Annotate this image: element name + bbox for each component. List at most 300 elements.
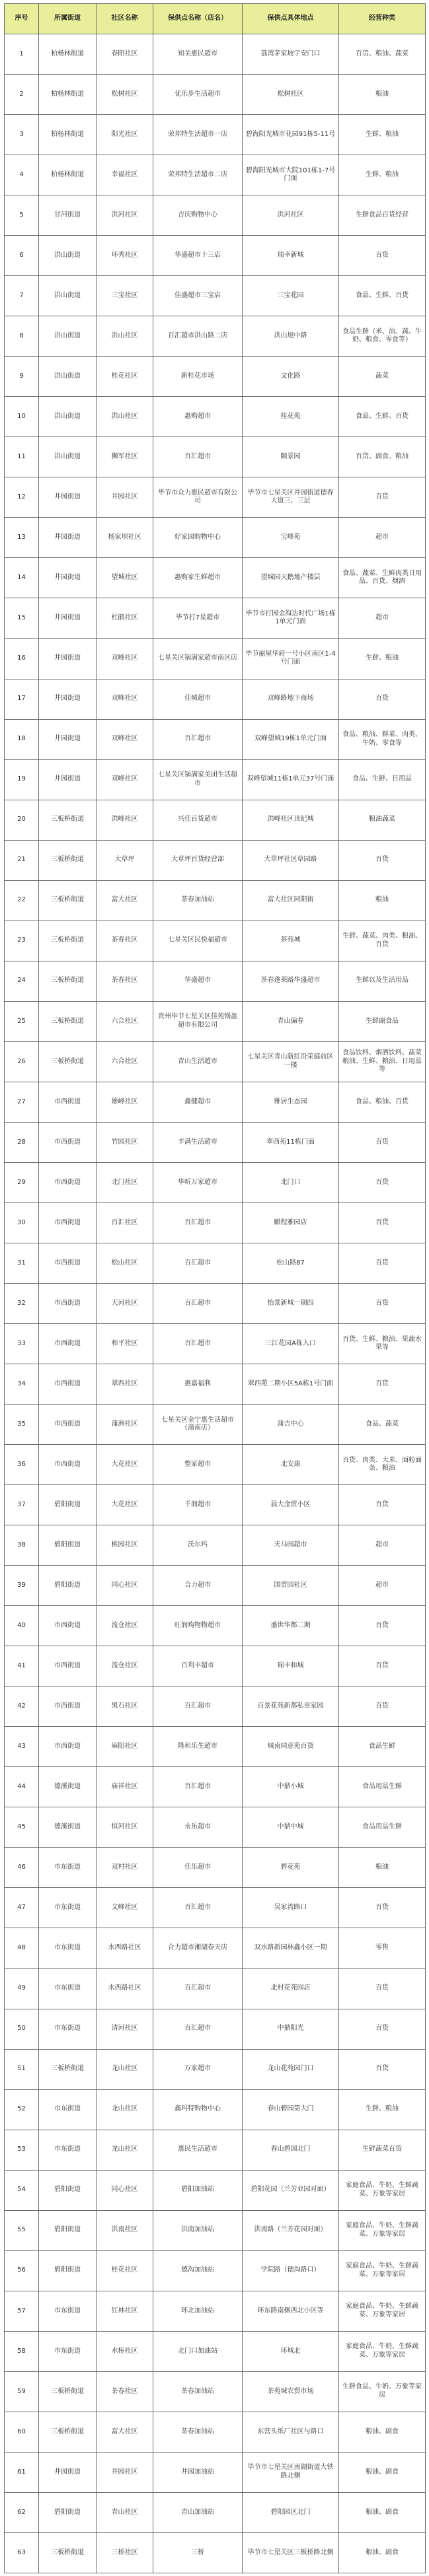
- cell-category: 生鲜、粮油: [339, 155, 426, 195]
- table-row: [5, 2089, 426, 2130]
- cell-category: 百货、肉类、大米、面粉面条、粮油: [339, 1445, 426, 1485]
- cell-street: 市东街道: [39, 1848, 97, 1888]
- table-row: [5, 880, 426, 921]
- cell-community: 洪山社区: [97, 316, 153, 357]
- cell-location: 荔湾茅家坡宇安门口: [243, 34, 339, 75]
- cell-index: 8: [5, 316, 39, 357]
- cell-store-name: 荣邦特生活超市一店: [153, 115, 243, 155]
- table-row: [5, 921, 426, 961]
- cell-street: 柏杨林街道: [39, 115, 97, 155]
- cell-street: 市西街道: [39, 1727, 97, 1767]
- cell-community: 青山社区: [97, 2492, 153, 2532]
- cell-location: 茶春蓬莱路华盛超市: [243, 961, 339, 1001]
- cell-store-name: 佳城超市: [153, 679, 243, 719]
- cell-street: 洪山街道: [39, 276, 97, 316]
- cell-community: 和平社区: [97, 1324, 153, 1364]
- cell-store-name: 德沟加油站: [153, 2250, 243, 2291]
- table-row: [5, 1727, 426, 1767]
- cell-street: 碧阳街道: [39, 1566, 97, 1606]
- cell-street: 三板桥街道: [39, 1041, 97, 1082]
- cell-category: 生鲜副食品: [339, 1001, 426, 1041]
- cell-category: 百货: [339, 1888, 426, 1928]
- cell-location: 北安康: [243, 1445, 339, 1485]
- table-row: [5, 2412, 426, 2452]
- cell-category: 食品、蔬菜、生鲜肉类日用品、百货、烟酒: [339, 558, 426, 598]
- cell-street: 三板桥街道: [39, 961, 97, 1001]
- table-row: [5, 75, 426, 115]
- cell-location: 松树社区: [243, 75, 339, 115]
- table-row: [5, 1968, 426, 2009]
- cell-index: 7: [5, 276, 39, 316]
- cell-index: 24: [5, 961, 39, 1001]
- cell-store-name: 百汇超市: [153, 2009, 243, 2049]
- cell-street: 井园街道: [39, 639, 97, 679]
- cell-community: 松树社区: [97, 75, 153, 115]
- cell-category: 百货: [339, 477, 426, 518]
- cell-store-name: 惠购家生鲜超市: [153, 558, 243, 598]
- cell-street: 市西街道: [39, 1243, 97, 1283]
- cell-community: 文峰社区: [97, 1888, 153, 1928]
- cell-street: 市西街道: [39, 1283, 97, 1323]
- cell-store-name: 青山加油站: [153, 2492, 243, 2532]
- cell-store-name: 百汇超市: [153, 1767, 243, 1807]
- cell-index: 25: [5, 1001, 39, 1041]
- table-row: [5, 437, 426, 477]
- cell-street: 市东街道: [39, 2009, 97, 2049]
- cell-index: 45: [5, 1807, 39, 1848]
- cell-index: 12: [5, 477, 39, 518]
- cell-store-name: 百汇超市: [153, 1202, 243, 1243]
- cell-store-name: 七星关区金宁惠生活超市（蒲南店）: [153, 1405, 243, 1445]
- cell-location: 环城北: [243, 2331, 339, 2371]
- cell-category: 百货: [339, 1202, 426, 1243]
- cell-location: 春山碧园第大门: [243, 2089, 339, 2130]
- table-row: [5, 397, 426, 437]
- cell-location: 翠西苑二期小区5A栋1号门面: [243, 1364, 339, 1405]
- cell-community: 洪河社区: [97, 195, 153, 236]
- cell-location: 蒲吉中心: [243, 1405, 339, 1445]
- cell-community: 龙山社区: [97, 2049, 153, 2089]
- cell-location: 富大社区同阳街: [243, 880, 339, 921]
- table-row: [5, 558, 426, 598]
- cell-street: 市西街道: [39, 1082, 97, 1122]
- cell-store-name: 茶春加油站: [153, 880, 243, 921]
- cell-store-name: 永乐超市: [153, 1807, 243, 1848]
- table-row: [5, 1566, 426, 1606]
- cell-category: 百货: [339, 1283, 426, 1323]
- cell-category: 家庭食品、牛奶、生鲜蔬菜、万象等家居: [339, 2250, 426, 2291]
- cell-index: 39: [5, 1566, 39, 1606]
- cell-category: 粮油: [339, 1848, 426, 1888]
- table-row: [5, 1162, 426, 1202]
- cell-community: 同心社区: [97, 2170, 153, 2210]
- table-row: [5, 1687, 426, 1727]
- cell-index: 44: [5, 1767, 39, 1807]
- cell-store-name: 合力超市: [153, 1566, 243, 1606]
- cell-community: 杜鹃社区: [97, 598, 153, 639]
- cell-category: 百货: [339, 2009, 426, 2049]
- cell-store-name: 新桂花市场: [153, 357, 243, 397]
- table-row: [5, 679, 426, 719]
- cell-index: 36: [5, 1445, 39, 1485]
- table-row: [5, 2452, 426, 2492]
- cell-store-name: 洪南加油站: [153, 2210, 243, 2250]
- cell-index: 9: [5, 357, 39, 397]
- header-location: 保供点具体地点: [243, 4, 339, 34]
- cell-street: 洪山街道: [39, 316, 97, 357]
- table-row: [5, 1122, 426, 1162]
- table-row: [5, 1485, 426, 1525]
- cell-store-name: 百汇超市: [153, 1243, 243, 1283]
- cell-location: 吴家湾路口: [243, 1888, 339, 1928]
- cell-location: 碧海阳光城市大院101栋1-7号门面: [243, 155, 339, 195]
- cell-community: 麻阳社区: [97, 1727, 153, 1767]
- header-index: 序号: [5, 4, 39, 34]
- cell-index: 41: [5, 1646, 39, 1687]
- cell-street: 三板桥街道: [39, 921, 97, 961]
- cell-location: 毕节市七星关区井园街道德春大道三、三层: [243, 477, 339, 518]
- table-row: [5, 2492, 426, 2532]
- cell-category: 百货: [339, 1243, 426, 1283]
- cell-category: 百货: [339, 1364, 426, 1405]
- cell-index: 22: [5, 880, 39, 921]
- cell-index: 27: [5, 1082, 39, 1122]
- cell-community: 望城社区: [97, 558, 153, 598]
- cell-location: 天马园超市: [243, 1525, 339, 1566]
- cell-index: 55: [5, 2210, 39, 2250]
- cell-location: 瑞丰和城: [243, 1646, 339, 1687]
- cell-category: 家庭食品、牛奶、生鲜蔬菜、万象等家居: [339, 2210, 426, 2250]
- cell-location: 环东路南侧西北小区等: [243, 2291, 339, 2331]
- cell-street: 碧阳街道: [39, 2492, 97, 2532]
- cell-store-name: 碧阳加油站: [153, 2170, 243, 2210]
- cell-community: 百汇社区: [97, 1202, 153, 1243]
- cell-category: 食品生鲜（米、油、蔬、牛奶、粮食、零食等）: [339, 316, 426, 357]
- supply-point-table: [4, 3, 426, 2573]
- cell-index: 33: [5, 1324, 39, 1364]
- cell-store-name: 百汇超市: [153, 1324, 243, 1364]
- cell-street: 市东街道: [39, 2291, 97, 2331]
- cell-community: 红林社区: [97, 2291, 153, 2331]
- cell-location: 中鼎小城: [243, 1767, 339, 1807]
- cell-category: 百货、副食、粮油: [339, 437, 426, 477]
- cell-community: 水西路社区: [97, 1928, 153, 1968]
- cell-community: 茶春社区: [97, 2371, 153, 2412]
- cell-location: 碧海阳光城市花园91栋5-11号: [243, 115, 339, 155]
- cell-location: 瑞幸新城: [243, 236, 339, 276]
- cell-location: 毕节市七星关区南湖街道大铁路北侧: [243, 2452, 339, 2492]
- cell-store-name: 荣邦特生活超市二店: [153, 155, 243, 195]
- table-row: [5, 2009, 426, 2049]
- cell-community: 流仓社区: [97, 1606, 153, 1646]
- table-header-row: [5, 4, 426, 34]
- table-row: [5, 2210, 426, 2250]
- cell-location: 双水路新园林鑫小区一期: [243, 1928, 339, 1968]
- table-row: [5, 2170, 426, 2210]
- cell-category: 生鲜蔬菜百货: [339, 2130, 426, 2170]
- cell-community: 天河社区: [97, 1283, 153, 1323]
- cell-street: 三板桥街道: [39, 840, 97, 880]
- cell-store-name: 七星关区锅满家超市南区店: [153, 639, 243, 679]
- cell-street: 三板桥街道: [39, 1001, 97, 1041]
- cell-community: 黑石社区: [97, 1687, 153, 1727]
- cell-store-name: 茶春加油站: [153, 2371, 243, 2412]
- table-row: [5, 1606, 426, 1646]
- cell-community: 水西路社区: [97, 1968, 153, 2009]
- table-row: [5, 2250, 426, 2291]
- cell-store-name: 华昕万家超市: [153, 1162, 243, 1202]
- cell-index: 14: [5, 558, 39, 598]
- cell-community: 竹园社区: [97, 1122, 153, 1162]
- cell-store-name: 百汇超市: [153, 719, 243, 759]
- cell-store-name: 井园加油站: [153, 2452, 243, 2492]
- table-row: [5, 1888, 426, 1928]
- cell-location: 大草坪社区草园路: [243, 840, 339, 880]
- cell-category: 生鲜、粮油: [339, 2089, 426, 2130]
- cell-location: 东营头纸厂社区与路口: [243, 2412, 339, 2452]
- cell-index: 40: [5, 1606, 39, 1646]
- cell-location: 文化路: [243, 357, 339, 397]
- table-row: [5, 1525, 426, 1566]
- table-row: [5, 2331, 426, 2371]
- header-community: 社区名称: [97, 4, 153, 34]
- cell-store-name: 佳乐超市: [153, 1848, 243, 1888]
- cell-category: 百货: [339, 1485, 426, 1525]
- cell-street: 市西街道: [39, 1646, 97, 1687]
- cell-index: 15: [5, 598, 39, 639]
- header-category: 经营种类: [339, 4, 426, 34]
- cell-index: 49: [5, 1968, 39, 2009]
- cell-store-name: 七星关区锅满家美团生活超市: [153, 759, 243, 800]
- table-row: [5, 1767, 426, 1807]
- cell-category: 百货: [339, 1646, 426, 1687]
- table-row: [5, 518, 426, 558]
- table-row: [5, 1848, 426, 1888]
- cell-street: 井园街道: [39, 598, 97, 639]
- table-row: [5, 236, 426, 276]
- cell-community: 大花社区: [97, 1485, 153, 1525]
- cell-category: 百货、粮油、蔬菜: [339, 34, 426, 75]
- cell-store-name: 北门口加油站: [153, 2331, 243, 2371]
- cell-category: 粮油: [339, 880, 426, 921]
- cell-community: 幸福社区: [97, 155, 153, 195]
- cell-category: 超市: [339, 518, 426, 558]
- header-street: 所属街道: [39, 4, 97, 34]
- table-row: [5, 1283, 426, 1323]
- cell-street: 市西街道: [39, 1324, 97, 1364]
- cell-store-name: 丰满生活超市: [153, 1122, 243, 1162]
- cell-category: 生鲜、粮油: [339, 639, 426, 679]
- cell-location: 春山碧园北门: [243, 2130, 339, 2170]
- cell-category: 粮油、副食: [339, 2492, 426, 2532]
- cell-index: 53: [5, 2130, 39, 2170]
- cell-location: 国贸园社区: [243, 1566, 339, 1606]
- cell-store-name: 合力超市湘湖春天店: [153, 1928, 243, 1968]
- cell-street: 市西街道: [39, 1364, 97, 1405]
- table-row: [5, 34, 426, 75]
- cell-street: 井园街道: [39, 679, 97, 719]
- table-row: [5, 2532, 426, 2573]
- cell-store-name: 七星关区民悦福超市: [153, 921, 243, 961]
- cell-index: 52: [5, 2089, 39, 2130]
- cell-category: 零售: [339, 1928, 426, 1968]
- cell-category: 百货、生鲜、粮油、果蔬水果等: [339, 1324, 426, 1364]
- cell-community: 蒲洲社区: [97, 1405, 153, 1445]
- cell-index: 3: [5, 115, 39, 155]
- cell-location: 宝峰苑: [243, 518, 339, 558]
- table-row: [5, 1807, 426, 1848]
- cell-location: 七星关区青山新红沿荣庭前区一楼: [243, 1041, 339, 1082]
- cell-index: 20: [5, 800, 39, 840]
- cell-location: 三宝花园: [243, 276, 339, 316]
- table-row: [5, 2291, 426, 2331]
- cell-store-name: 茶春加油站: [153, 2412, 243, 2452]
- table-row: [5, 2130, 426, 2170]
- cell-store-name: 华盛超市: [153, 961, 243, 1001]
- cell-store-name: 三桥: [153, 2532, 243, 2573]
- table-row: [5, 1405, 426, 1445]
- cell-index: 63: [5, 2532, 39, 2573]
- cell-street: 市东街道: [39, 2331, 97, 2371]
- cell-category: 家庭食品、牛奶、生鲜蔬菜、万象等家居: [339, 2331, 426, 2371]
- cell-store-name: 贵州毕节七星关区佳苑锅盔超市有限公司: [153, 1001, 243, 1041]
- cell-store-name: 百汇超市洪山路二店: [153, 316, 243, 357]
- cell-index: 31: [5, 1243, 39, 1283]
- table-row: [5, 800, 426, 840]
- cell-store-name: 好家园购物中心: [153, 518, 243, 558]
- cell-street: 碧阳街道: [39, 2170, 97, 2210]
- cell-index: 13: [5, 518, 39, 558]
- cell-community: 井园社区: [97, 477, 153, 518]
- cell-street: 井园街道: [39, 558, 97, 598]
- cell-community: 恒河社区: [97, 1807, 153, 1848]
- cell-category: 生鲜以及生活用品: [339, 961, 426, 1001]
- cell-store-name: 佳盛超市三宝店: [153, 276, 243, 316]
- cell-community: 双峰社区: [97, 719, 153, 759]
- cell-community: 富大社区: [97, 880, 153, 921]
- cell-street: 市西街道: [39, 1122, 97, 1162]
- cell-location: 洪南路（兰芳花园对面）: [243, 2210, 339, 2250]
- cell-category: 粮油、副食: [339, 2452, 426, 2492]
- cell-index: 6: [5, 236, 39, 276]
- cell-category: 食品用品生鲜: [339, 1807, 426, 1848]
- cell-category: 生鲜、粮油: [339, 115, 426, 155]
- cell-location: 茶苑城: [243, 921, 339, 961]
- table-row: [5, 598, 426, 639]
- cell-index: 60: [5, 2412, 39, 2452]
- cell-street: 市西街道: [39, 1445, 97, 1485]
- cell-category: 百货: [339, 1606, 426, 1646]
- cell-street: 市西街道: [39, 1202, 97, 1243]
- cell-store-name: 沃尔玛: [153, 1525, 243, 1566]
- cell-index: 28: [5, 1122, 39, 1162]
- cell-index: 54: [5, 2170, 39, 2210]
- cell-category: 食品、生鲜、日用品: [339, 759, 426, 800]
- cell-index: 17: [5, 679, 39, 719]
- cell-store-name: 千润超市: [153, 1485, 243, 1525]
- cell-category: 食品、生鲜、百货: [339, 397, 426, 437]
- table-row: [5, 961, 426, 1001]
- cell-store-name: 万家超市: [153, 2049, 243, 2089]
- cell-location: 双峰望城19栋1单元门面: [243, 719, 339, 759]
- table-row: [5, 719, 426, 759]
- cell-community: 桂花社区: [97, 2250, 153, 2291]
- cell-street: 市东街道: [39, 2089, 97, 2130]
- table-row: [5, 155, 426, 195]
- table-row: [5, 1243, 426, 1283]
- cell-category: 百货: [339, 1122, 426, 1162]
- header-store-name: 保供点名称（店名）: [153, 4, 243, 34]
- cell-index: 32: [5, 1283, 39, 1323]
- cell-location: 中鼎中城: [243, 1807, 339, 1848]
- cell-index: 16: [5, 639, 39, 679]
- cell-street: 柏杨林街道: [39, 75, 97, 115]
- cell-community: 茶春社区: [97, 961, 153, 1001]
- cell-category: 百货: [339, 1968, 426, 2009]
- cell-community: 茶春社区: [97, 921, 153, 961]
- cell-street: 三板桥街道: [39, 2049, 97, 2089]
- cell-index: 35: [5, 1405, 39, 1445]
- cell-location: 麒程雅园店: [243, 1202, 339, 1243]
- table-row: [5, 316, 426, 357]
- cell-community: 流仓社区: [97, 1646, 153, 1687]
- cell-category: 食品饮料、烟酒饮料、蔬菜粮油、生鲜、粮油、日用品等: [339, 1041, 426, 1082]
- cell-store-name: 吉庆购物中心: [153, 195, 243, 236]
- cell-community: 松山社区: [97, 1243, 153, 1283]
- cell-location: 松山路87: [243, 1243, 339, 1283]
- cell-street: 洪山街道: [39, 357, 97, 397]
- table-row: [5, 1202, 426, 1243]
- cell-street: 井园街道: [39, 759, 97, 800]
- cell-index: 18: [5, 719, 39, 759]
- cell-index: 19: [5, 759, 39, 800]
- cell-location: 望城园天鹅地产楼层: [243, 558, 339, 598]
- cell-category: 超市: [339, 598, 426, 639]
- cell-street: 市东街道: [39, 1928, 97, 1968]
- cell-street: 三板桥街道: [39, 880, 97, 921]
- cell-street: 井园街道: [39, 719, 97, 759]
- cell-street: 市东街道: [39, 1968, 97, 2009]
- cell-category: 生鲜食品百货经营: [339, 195, 426, 236]
- table-row: [5, 1001, 426, 1041]
- cell-community: 春阳社区: [97, 34, 153, 75]
- cell-index: 4: [5, 155, 39, 195]
- cell-community: 大花社区: [97, 1445, 153, 1485]
- cell-index: 21: [5, 840, 39, 880]
- cell-street: 井园街道: [39, 2452, 97, 2492]
- cell-category: 食品用品生鲜: [339, 1767, 426, 1807]
- cell-index: 62: [5, 2492, 39, 2532]
- table-row: [5, 1082, 426, 1122]
- cell-category: 百货: [339, 1162, 426, 1202]
- cell-community: 三桥社区: [97, 2532, 153, 2573]
- cell-community: 庙祥社区: [97, 1767, 153, 1807]
- cell-index: 47: [5, 1888, 39, 1928]
- cell-community: 龙山社区: [97, 2089, 153, 2130]
- table-row: [5, 1364, 426, 1405]
- cell-location: 晨大金贸小区: [243, 1485, 339, 1525]
- cell-store-name: 青山生活超市: [153, 1041, 243, 1082]
- cell-index: 56: [5, 2250, 39, 2291]
- table-row: [5, 759, 426, 800]
- cell-category: 超市: [339, 1525, 426, 1566]
- table-row: [5, 276, 426, 316]
- cell-community: 狮军社区: [97, 437, 153, 477]
- cell-index: 48: [5, 1928, 39, 1968]
- cell-store-name: 华盛超市十三店: [153, 236, 243, 276]
- table-row: [5, 1646, 426, 1687]
- table-row: [5, 1041, 426, 1082]
